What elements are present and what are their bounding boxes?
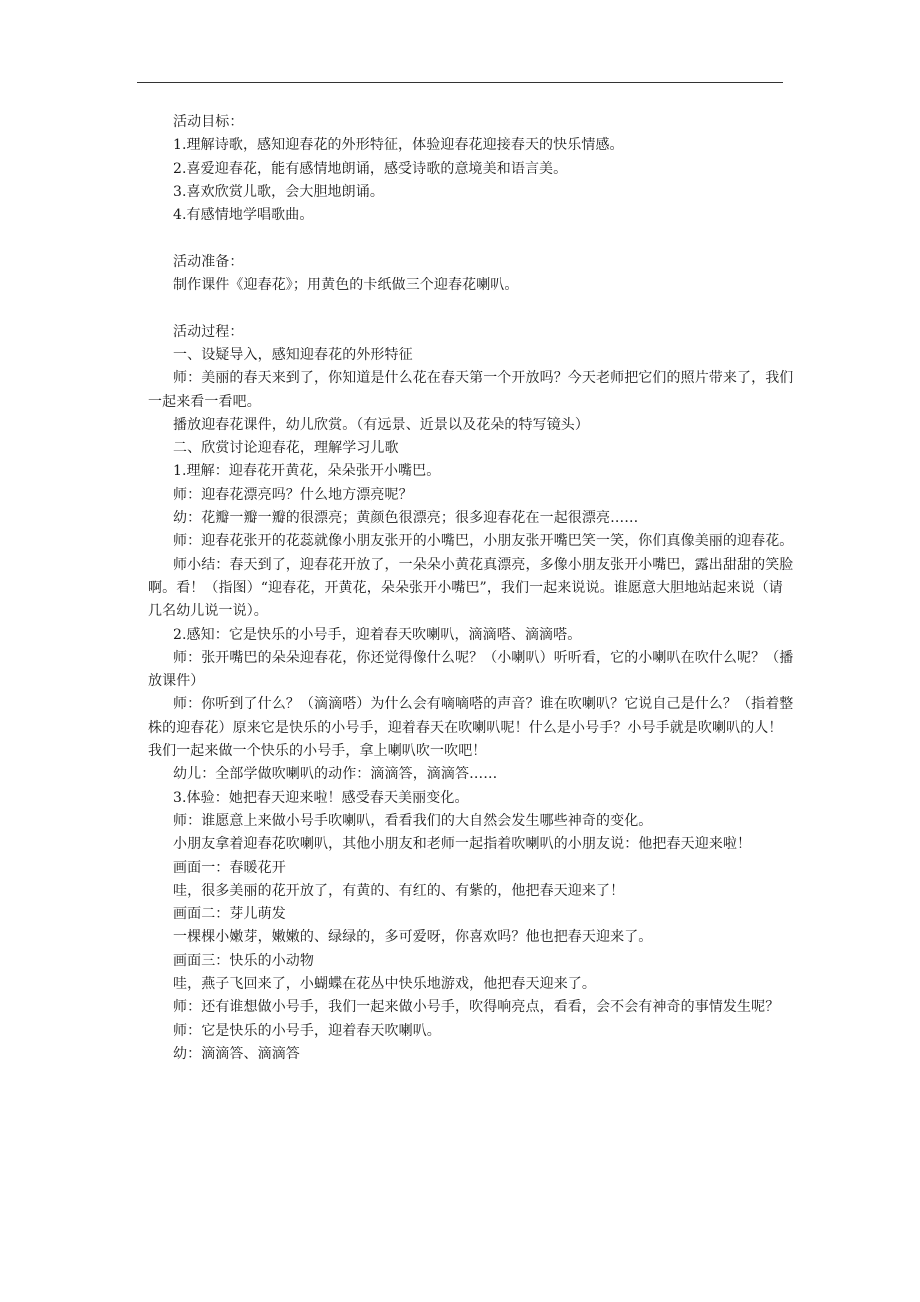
process-paragraph: 师：迎春花张开的花蕊就像小朋友张开的小嘴巴，小朋友张开嘴巴笑一笑，你们真像美丽的迎春花。 bbox=[173, 533, 794, 550]
process-step-heading: 一、设疑导入，感知迎春花的外形特征 bbox=[173, 346, 413, 363]
process-paragraph: 一棵棵小嫩芽，嫩嫩的、绿绿的，多可爱呀，你喜欢吗？他也把春天迎来了。 bbox=[173, 929, 653, 946]
section-heading-goals: 活动目标： bbox=[173, 114, 244, 130]
header-rule bbox=[137, 82, 783, 83]
scene-heading: 画面三：快乐的小动物 bbox=[173, 952, 314, 969]
process-paragraph: 师：还有谁想做小号手，我们一起来做小号手，吹得响亮点，看看，会不会有神奇的事情发生呢？ bbox=[173, 999, 780, 1016]
process-paragraph: 哇，燕子飞回来了，小蝴蝶在花丛中快乐地游戏，他把春天迎来了。 bbox=[173, 975, 596, 992]
preparation-text: 制作课件《迎春花》；用黄色的卡纸做三个迎春花喇叭。 bbox=[173, 277, 519, 294]
document-body bbox=[148, 111, 794, 1066]
scene-heading: 画面二：芽儿萌发 bbox=[173, 906, 286, 923]
section-heading-preparation: 活动准备： bbox=[173, 253, 244, 270]
process-paragraph: 2.感知：它是快乐的小号手，迎着春天吹喇叭，滴滴嗒、滴滴嗒。 bbox=[173, 626, 582, 643]
process-paragraph: 小朋友拿着迎春花吹喇叭，其他小朋友和老师一起指着吹喇叭的小朋友说：他把春天迎来啦！ bbox=[173, 836, 752, 853]
process-paragraph: 师：美丽的春天来到了，你知道是什么花在春天第一个开放吗？今天老师把它们的照片带来了，我们一起来看一看吧。 bbox=[148, 370, 794, 410]
goal-item: 3.喜欢欣赏儿歌，会大胆地朗诵。 bbox=[173, 183, 384, 200]
process-paragraph: 师小结：春天到了，迎春花开放了，一朵朵小黄花真漂亮，多像小朋友张开小嘴巴，露出甜甜的笑脸啊。看！（指图）“迎春花，开黄花，朵朵张开小嘴巴”，我们一起来说说。谁愿意大胆地站起来说（请几名幼儿说一说）。 bbox=[148, 556, 794, 620]
process-paragraph: 师：谁愿意上来做小号手吹喇叭，看看我们的大自然会发生哪些神奇的变化。 bbox=[173, 812, 653, 829]
process-paragraph: 3.体验：她把春天迎来啦！感受春天美丽变化。 bbox=[173, 789, 469, 806]
process-paragraph: 哇，很多美丽的花开放了，有黄的、有红的、有紫的，他把春天迎来了！ bbox=[173, 882, 625, 899]
process-paragraph: 幼：滴滴答、滴滴答 bbox=[173, 1045, 300, 1062]
scene-heading: 画面一：春暖花开 bbox=[173, 859, 286, 876]
process-paragraph: 幼儿：全部学做吹喇叭的动作：滴滴答，滴滴答…… bbox=[173, 766, 498, 783]
process-paragraph: 师：你听到了什么？（滴滴嗒）为什么会有嘀嘀嗒的声音？谁在吹喇叭？它说自己是什么？（指着整株的迎春花）原来它是快乐的小号手，迎着春天在吹喇叭呢！什么是小号手？小号手就是吹喇叭的人！我们一起来做一个快乐的小号手，拿上喇叭吹一吹吧！ bbox=[148, 696, 794, 760]
section-heading-process: 活动过程： bbox=[173, 323, 244, 340]
process-paragraph: 师：张开嘴巴的朵朵迎春花，你还觉得像什么呢？（小喇叭）听听看，它的小喇叭在吹什么呢？（播放课件） bbox=[148, 649, 794, 690]
goal-item: 2.喜爱迎春花，能有感情地朗诵，感受诗歌的意境美和语言美。 bbox=[173, 160, 568, 177]
section-spacer bbox=[148, 297, 794, 320]
goal-item: 1.理解诗歌，感知迎春花的外形特征，体验迎春花迎接春天的快乐情感。 bbox=[173, 137, 624, 154]
section-spacer bbox=[148, 227, 794, 250]
process-paragraph: 播放迎春花课件，幼儿欣赏。（有远景、近景以及花朵的特写镜头） bbox=[173, 416, 589, 433]
process-paragraph: 师：它是快乐的小号手，迎着春天吹喇叭。 bbox=[173, 1022, 441, 1039]
process-paragraph: 幼：花瓣一瓣一瓣的很漂亮；黄颜色很漂亮；很多迎春花在一起很漂亮…… bbox=[173, 510, 639, 527]
process-step-heading: 二、欣赏讨论迎春花，理解学习儿歌 bbox=[173, 440, 399, 457]
process-paragraph: 师：迎春花漂亮吗？什么地方漂亮呢？ bbox=[173, 486, 413, 503]
process-paragraph: 1.理解：迎春花开黄花，朵朵张开小嘴巴。 bbox=[173, 463, 441, 480]
goal-item: 4.有感情地学唱歌曲。 bbox=[173, 207, 314, 224]
